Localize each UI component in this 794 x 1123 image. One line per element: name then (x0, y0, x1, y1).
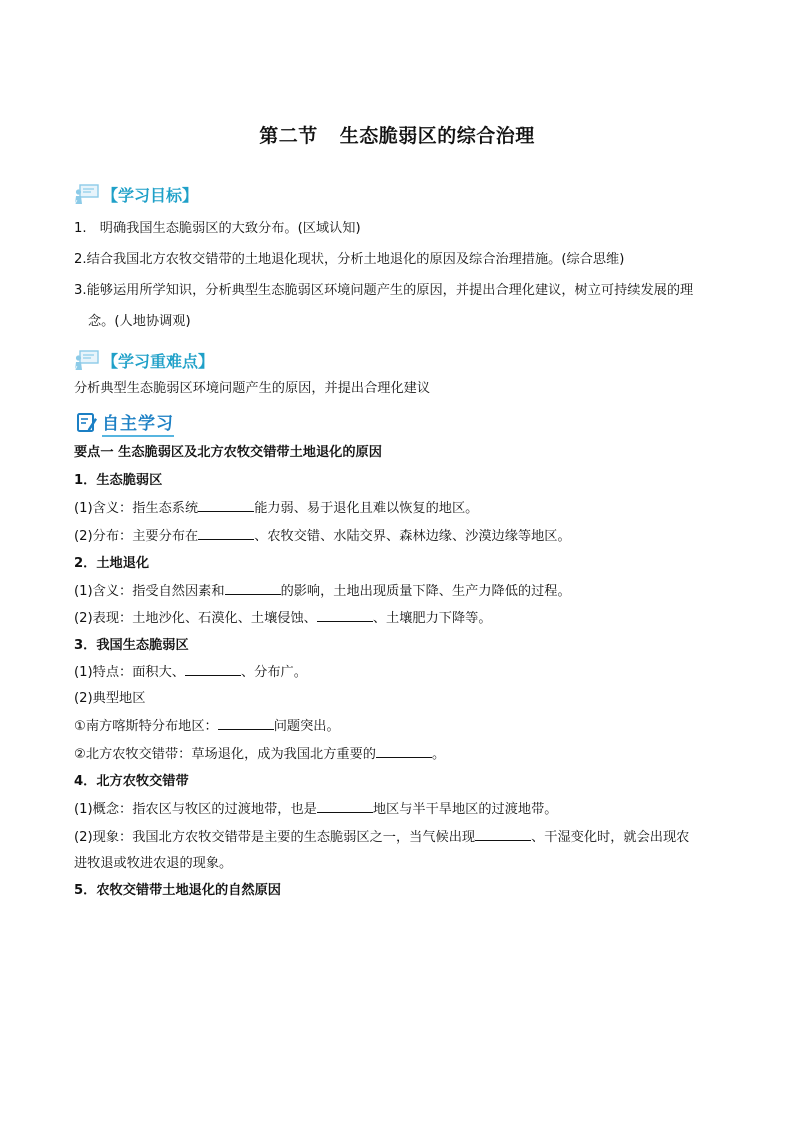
section-3-ecotone: ②北方农牧交错带：草场退化，成为我国北方重要的 。 (74, 747, 446, 762)
objectives-heading-label: 【学习目标】 (102, 185, 199, 205)
fill-blank[interactable] (475, 828, 531, 841)
fill-blank[interactable] (317, 800, 373, 813)
section-4-phenomenon: (2)现象：我国北方农牧交错带是主要的生态脆弱区之一，当气候出现 、干湿变化时，就会出现农 (74, 830, 690, 845)
self-study-heading-label: 自主学习 (102, 409, 174, 437)
section-3-heading: 3．我国生态脆弱区 (74, 638, 189, 653)
edit-note-icon (76, 412, 98, 434)
keypoints-heading-label: 【学习重难点】 (102, 351, 215, 371)
self-study-heading (76, 410, 174, 436)
section-2-definition: (1)含义：指受自然因素和 的影响，土地出现质量下降、生产力降低的过程。 (74, 584, 571, 599)
section-4-heading: 4．北方农牧交错带 (74, 774, 189, 789)
section-1-distribution: (2)分布：主要分布在 、农牧交错、水陆交界、森林边缘、沙漠边缘等地区。 (74, 529, 571, 544)
page-title (0, 121, 794, 148)
section-number: 第二节 (259, 125, 318, 147)
fill-blank[interactable] (317, 609, 373, 622)
keypoints-heading (74, 346, 214, 374)
fill-blank[interactable] (198, 499, 254, 512)
section-4-phenomenon-line2: 进牧退或牧进农退的现象。 (74, 856, 233, 871)
teaching-board-icon (74, 182, 100, 206)
fill-blank[interactable] (376, 745, 432, 758)
section-2-manifestation: (2)表现：土地沙化、石漠化、土壤侵蚀、 、土壤肥力下降等。 (74, 611, 492, 626)
point1-title: 要点一 生态脆弱区及北方农牧交错带土地退化的原因 (74, 445, 382, 460)
objective-item-3-line1: 3.能够运用所学知识，分析典型生态脆弱区环境问题产生的原因，并提出合理化建议，树立可持续发展的理 (74, 283, 694, 298)
fill-blank[interactable] (225, 582, 281, 595)
fill-blank[interactable] (198, 527, 254, 540)
objectives-heading (74, 180, 198, 208)
section-3-typical-regions: (2)典型地区 (74, 691, 146, 706)
section-1-heading: 1．生态脆弱区 (74, 473, 163, 488)
section-5-heading: 5．农牧交错带土地退化的自然原因 (74, 883, 281, 898)
objective-item-1: 1. 明确我国生态脆弱区的大致分布。(区域认知) (74, 221, 361, 236)
keypoints-text: 分析典型生态脆弱区环境问题产生的原因，并提出合理化建议 (74, 381, 431, 396)
section-3-karst: ①南方喀斯特分布地区： 问题突出。 (74, 719, 340, 734)
section-title: 生态脆弱区的综合治理 (339, 125, 535, 147)
objective-item-2: 2.结合我国北方农牧交错带的土地退化现状，分析土地退化的原因及综合治理措施。(综合思维) (74, 252, 625, 267)
section-4-concept: (1)概念：指农区与牧区的过渡地带，也是 地区与半干旱地区的过渡地带。 (74, 802, 558, 817)
section-1-definition: (1)含义：指生态系统 能力弱、易于退化且难以恢复的地区。 (74, 501, 479, 516)
fill-blank[interactable] (218, 717, 274, 730)
fill-blank[interactable] (185, 663, 241, 676)
section-3-features: (1)特点：面积大、 、分布广。 (74, 665, 307, 680)
objective-item-3-line2: 念。(人地协调观) (88, 314, 191, 329)
teaching-board-icon (74, 348, 100, 372)
section-2-heading: 2．土地退化 (74, 556, 150, 571)
